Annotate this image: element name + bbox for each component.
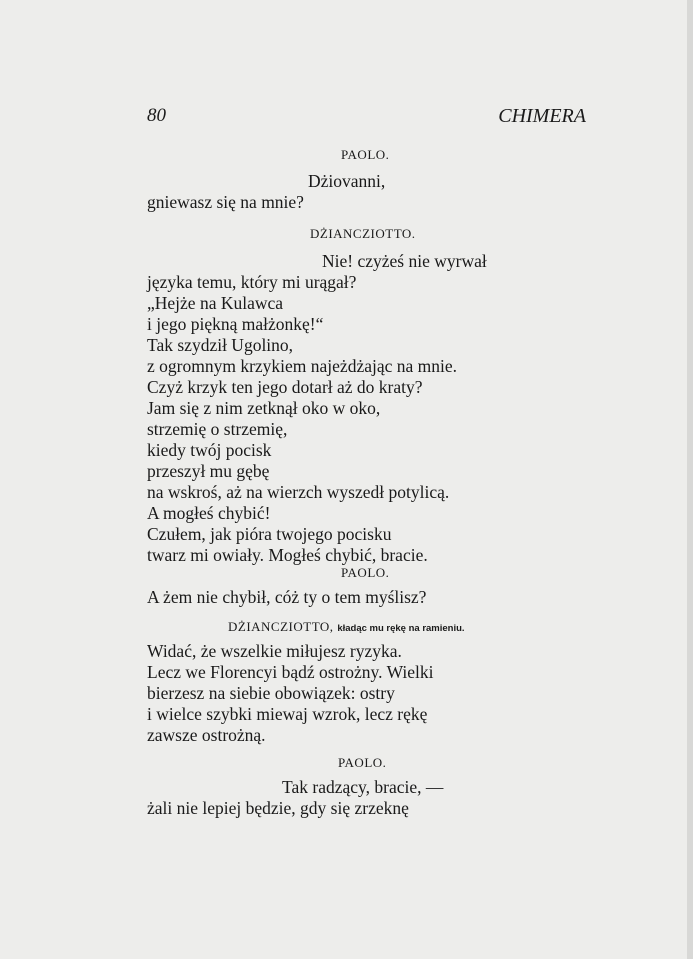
verse-line: żali nie lepiej będzie, gdy się zrzeknę [147, 798, 409, 818]
page-number: 80 [147, 105, 166, 126]
verse-line: Czyż krzyk ten jego dotarł aż do kraty? [147, 377, 423, 397]
verse-line: A żem nie chybił, cóż ty o tem myślisz? [147, 587, 427, 607]
verse-line: Lecz we Florencyi bądź ostrożny. Wielki [147, 662, 434, 682]
stage-direction: kładąc mu rękę na ramieniu. [337, 623, 465, 634]
verse-line: Dżiovanni, [308, 171, 386, 191]
verse-line: kiedy twój pocisk [147, 440, 272, 460]
verse-line: „Hejże na Kulawca [147, 293, 284, 313]
verse-line: Czułem, jak pióra twojego pocisku [147, 524, 392, 544]
verse-line: Tak radzący, bracie, — [282, 777, 444, 797]
speaker-label: PAOLO. [341, 565, 390, 580]
verse-line: gniewasz się na mnie? [147, 192, 304, 212]
verse-line: Tak szydził Ugolino, [147, 335, 294, 355]
speaker-name: DŻIANCZIOTTO, [228, 619, 334, 634]
verse-line: z ogromnym krzykiem najeżdżając na mnie. [147, 356, 458, 376]
verse-line: twarz mi owiały. Mogłeś chybić, bracie. [147, 545, 428, 565]
verse-line: Widać, że wszelkie miłujesz ryzyka. [147, 641, 402, 661]
verse-line: A mogłeś chybić! [147, 503, 271, 523]
verse-line: na wskroś, aż na wierzch wyszedł potylicą. [147, 482, 450, 502]
verse-line: przeszył mu gębę [147, 461, 270, 481]
verse-line: zawsze ostrożną. [147, 725, 266, 745]
verse-line: bierzesz na siebie obowiązek: ostry [147, 683, 395, 703]
verse-line: strzemię o strzemię, [147, 419, 288, 439]
speaker-label: DŻIANCZIOTTO. [310, 226, 416, 241]
verse-line: Nie! czyżeś nie wyrwał [322, 251, 487, 271]
speaker-label: PAOLO. [338, 755, 387, 770]
speaker-label: PAOLO. [341, 147, 390, 162]
verse-line: i jego piękną małżonkę!“ [147, 314, 324, 334]
verse-line: i wielce szybki miewaj wzrok, lecz rękę [147, 704, 428, 724]
running-title: CHIMERA [498, 105, 586, 127]
verse-line: Jam się z nim zetknął oko w oko, [147, 398, 381, 418]
verse-line: języka temu, który mi urągał? [147, 272, 357, 292]
page-edge [687, 0, 693, 959]
speaker-label-with-direction [228, 620, 465, 634]
